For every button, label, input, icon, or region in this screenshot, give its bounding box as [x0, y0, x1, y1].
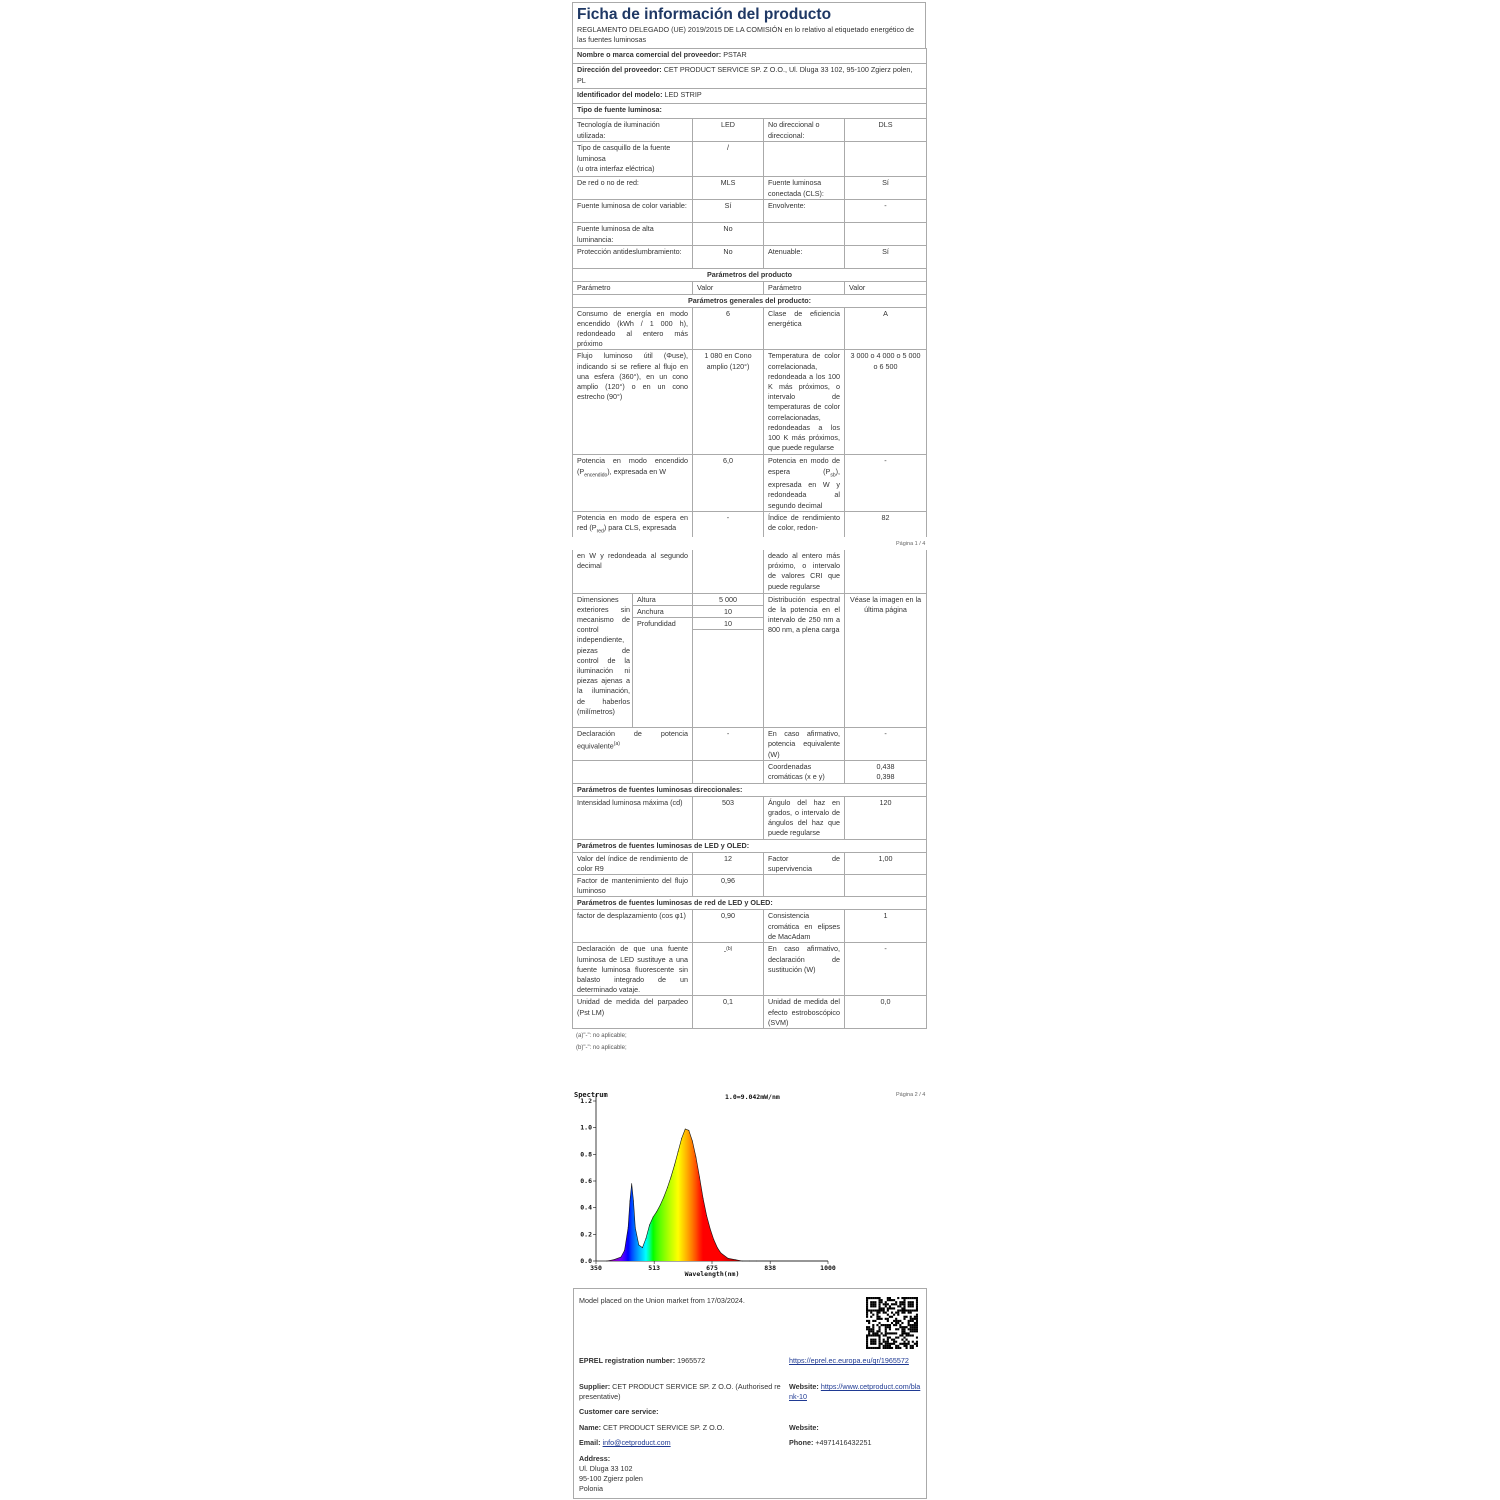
class-label: Clase de eficiencia energética [764, 307, 845, 350]
spectrum-point [728, 1258, 729, 1259]
supplier-label: Supplier: [579, 1382, 611, 1391]
spectrum-point [717, 1247, 718, 1248]
col-header: Valor [845, 282, 927, 294]
spd-value: Véase la imagen en la última página [845, 593, 927, 728]
type-param: Fuente luminosa de color variable: [573, 200, 693, 223]
website-label: Website: [789, 1382, 819, 1391]
spectrum-point [649, 1225, 650, 1226]
model-row [573, 89, 927, 104]
spectrum-point [710, 1229, 711, 1230]
qr-code-icon[interactable] [866, 1297, 918, 1349]
chart-subtitle: 1.0=9.042mW/nm [725, 1093, 780, 1101]
energy-label: Consumo de energía en modo encendido (kWh / 1 000 h), redondeado al entero más próximo [573, 307, 693, 350]
pnet-label: Potencia en modo de espera en red (P [577, 512, 688, 533]
type-value: LED [693, 119, 764, 142]
dims-key: Profundidad [633, 617, 693, 629]
type-value: MLS [693, 177, 764, 200]
website2-label: Website: [789, 1423, 819, 1432]
spectrum-point [678, 1151, 679, 1152]
y-axis [580, 1097, 596, 1265]
spectrum-chart [572, 1086, 926, 1278]
spectrum-point [646, 1238, 647, 1239]
type-param: Tecnología de iluminación utilizada: [573, 119, 693, 142]
mains-value: - [845, 943, 927, 996]
address-label: Address: [579, 1454, 611, 1463]
type-value: No [693, 246, 764, 269]
x-axis-label: Wavelength(nm) [684, 1270, 740, 1278]
led-row [573, 852, 927, 874]
product-params-heading: Parámetros del producto [573, 269, 927, 282]
equiv-label: Declaración de potencia equivalente [577, 729, 689, 751]
supplier-name-value: PSTAR [723, 50, 747, 60]
y-tick-label: 0.6 [580, 1177, 592, 1185]
mains-value: 0,0 [845, 996, 927, 1029]
type-row [573, 142, 927, 177]
mains-row [573, 910, 927, 943]
spectrum-point [660, 1205, 661, 1206]
pon-sub: encendido [584, 472, 608, 479]
spectrum-point [685, 1129, 686, 1130]
spectrum-point [613, 1259, 614, 1260]
dims-value: 5 000 [693, 593, 764, 605]
type-param: Fuente luminosa conectada (CLS): [764, 177, 845, 200]
spectrum-point [671, 1177, 672, 1178]
type-param: Fuente luminosa de alta luminancia: [573, 223, 693, 246]
name-value: CET PRODUCT SERVICE SP. Z O.O. [602, 1423, 725, 1432]
directional-heading: Parámetros de fuentes luminosas direccionales: [573, 783, 927, 796]
type-value [845, 142, 927, 177]
email-link[interactable]: info@cetproduct.com [602, 1438, 671, 1447]
mains-row [573, 996, 927, 1029]
flux-value: 1 080 en Cono amplio (120°) [693, 350, 764, 455]
spectrum-point [742, 1261, 743, 1262]
equiv-value: - [693, 728, 764, 761]
pnet-label-end: ) para CLS, expresada [603, 523, 677, 533]
spectrum-point [628, 1227, 629, 1228]
col-header-row [573, 282, 927, 294]
dims-key: Altura [633, 593, 693, 605]
mains-value: 0,90 [693, 910, 764, 943]
y-tick-label: 0.4 [580, 1203, 592, 1212]
mains-row [573, 943, 927, 996]
spectrum-area [607, 1129, 757, 1261]
led-value: 0,96 [693, 874, 764, 896]
info-table [572, 48, 927, 536]
type-param: Protección antideslumbramiento: [573, 246, 693, 269]
pon-value: 6,0 [693, 455, 764, 511]
model-label: Identificador del modelo: [577, 90, 663, 100]
energy-value: 6 [693, 307, 764, 350]
spectrum-point [653, 1217, 654, 1218]
supplier-name-label: Nombre o marca comercial del proveedor: [577, 50, 722, 60]
mains-param: Consistencia cromática en elipses de MacAdam [764, 910, 845, 943]
spectrum-point [663, 1197, 664, 1198]
supplier-address-label: Dirección del proveedor: [577, 65, 662, 75]
dims-row [573, 593, 927, 605]
led-param: Factor de supervivencia [764, 852, 845, 874]
regulation-text: REGLAMENTO DELEGADO (UE) 2019/2015 DE LA COMISIÓN en lo relativo al etiquetado energético de las fuentes luminosas [577, 25, 915, 45]
general-row [573, 455, 927, 511]
y-tick-label: 1.0 [580, 1123, 592, 1132]
cct-label: Temperatura de color correlacionada, redondeada a los 100 K más próximos, o intervalo de temperaturas de color correlacionadas, redondeadas a los 100 K más próximos, que puede regularse [764, 350, 845, 455]
directional-value: 120 [845, 796, 927, 839]
x-tick-label: 513 [648, 1264, 661, 1272]
psb-sub: sb [830, 472, 836, 479]
general-params-heading: Parámetros generales del producto: [573, 294, 927, 307]
type-param-note: (u otra interfaz eléctrica) [577, 163, 655, 173]
spectrum-point [635, 1227, 636, 1228]
mains-param: En caso afirmativo, declaración de sustitución (W) [764, 943, 845, 996]
spectrum-point [721, 1253, 722, 1254]
customer-care-label: Customer care service: [579, 1407, 659, 1416]
mains-param: Unidad de medida del parpadeo (Pst LM) [573, 996, 693, 1029]
y-tick-label: 0.0 [580, 1257, 592, 1265]
email-label: Email: [579, 1438, 601, 1447]
chart-title: Spectrum [574, 1091, 608, 1099]
mains-param: Declaración de que una fuente luminosa de LED sustituye a una fuente luminosa fluorescente sin balasto integrado de un determinado vataje. [573, 943, 693, 996]
spectrum-point [756, 1261, 757, 1262]
x-tick-label: 838 [764, 1264, 777, 1272]
col-header: Parámetro [764, 282, 845, 294]
eprel-value: 1965572 [677, 1356, 706, 1365]
spectrum-point [706, 1215, 707, 1216]
eprel-info-box [573, 1288, 927, 1499]
directional-value: 503 [693, 796, 764, 839]
equiv-b-value: - [845, 728, 927, 761]
type-param: De red o no de red: [573, 177, 693, 200]
type-value [845, 223, 927, 246]
psb-label: Potencia en modo de espera (P [768, 456, 840, 476]
spectrum-point [674, 1165, 675, 1166]
spectrum-point [606, 1261, 607, 1262]
dims-label: Dimensiones exteriores sin mecanismo de control independiente, piezas de control de la iluminación ni piezas ajenas a la iluminación, de haberlos (milímetros) [573, 593, 633, 728]
led-value [845, 874, 927, 896]
cri-value: 82 [845, 511, 927, 536]
type-param [764, 142, 845, 177]
mains-value: 0,1 [693, 996, 764, 1029]
spectrum-point [633, 1201, 634, 1202]
footnote: (b)"-": no aplicable; [576, 1045, 627, 1051]
directional-row [573, 796, 927, 839]
spectrum-point [681, 1138, 682, 1139]
type-param: Atenuable: [764, 246, 845, 269]
type-param: No direccional o direccional: [764, 119, 845, 142]
directional-param: Intensidad luminosa máxima (cd) [573, 796, 693, 839]
address-line: 95-100 Zgierz polen [579, 1474, 643, 1483]
type-param: Tipo de casquillo de la fuente luminosa [577, 143, 671, 163]
spectrum-point [688, 1130, 689, 1131]
page-number: Página 2 / 4 [896, 1092, 926, 1098]
class-value: A [845, 307, 927, 350]
mains-heading-row [573, 897, 927, 910]
y-tick-label: 0.2 [580, 1230, 592, 1239]
mains-param: Unidad de medida del efecto estroboscópico (SVM) [764, 996, 845, 1029]
mains-value-sup: (b) [726, 946, 733, 953]
type-value: Sí [693, 200, 764, 223]
led-row [573, 874, 927, 896]
cri-label-cont: deado al entero más próximo, o intervalo de valores CRI que puede regularse [764, 550, 845, 593]
type-value: / [693, 142, 764, 177]
led-value: 12 [693, 852, 764, 874]
equiv-row [573, 728, 927, 761]
dims-key: Anchura [633, 605, 693, 617]
type-row [573, 200, 927, 223]
mains-heading: Parámetros de fuentes luminosas de red de LED y OLED: [573, 897, 927, 910]
y-tick-label: 0.8 [580, 1150, 592, 1159]
dims-value: 10 [693, 605, 764, 617]
type-value: - [845, 200, 927, 223]
spectrum-point [656, 1211, 657, 1212]
pon-label: Potencia en modo encendido (P [577, 456, 688, 476]
general-row [573, 550, 927, 593]
spectrum-point [631, 1183, 632, 1184]
led-param [764, 874, 845, 896]
equiv-sup: (a) [613, 741, 620, 748]
pnet-sub: red [596, 528, 604, 535]
spectrum-point [667, 1187, 668, 1188]
spectrum-point [713, 1239, 714, 1240]
x-tick-label: 350 [590, 1264, 602, 1272]
y-tick-label: 1.2 [580, 1097, 592, 1105]
spectrum-point [621, 1257, 622, 1258]
led-heading-row [573, 839, 927, 852]
spectrum-point [735, 1259, 736, 1260]
light-type-label: Tipo de fuente luminosa: [573, 104, 927, 119]
product-params-heading-row [573, 269, 927, 282]
mains-param: factor de desplazamiento (cos φ1) [573, 910, 693, 943]
supplier-address-value: CET PRODUCT SERVICE SP. Z O.O., Ul. Dluga 33 102, 95-100 Zgierz polen, PL [577, 65, 913, 85]
type-row [573, 246, 927, 269]
type-value: DLS [845, 119, 927, 142]
datasheet-page-2 [572, 550, 926, 1029]
address-line: Polonia [579, 1484, 603, 1493]
mains-value: 1 [845, 910, 927, 943]
spd-label: Distribución espectral de la potencia en el intervalo de 250 nm a 800 nm, a plena carga [764, 593, 845, 728]
address-line: Ul. Dluga 33 102 [579, 1464, 633, 1473]
spectrum-point [630, 1201, 631, 1202]
spectrum-point [642, 1247, 643, 1248]
spectrum-point [699, 1177, 700, 1178]
light-type-row [573, 104, 927, 119]
type-value: Sí [845, 177, 927, 200]
pnet-value: - [693, 511, 764, 536]
cri-label: Índice de rendimiento de color, redon- [764, 511, 845, 536]
spectrum-point [638, 1245, 639, 1246]
phone-value: +4971416432251 [815, 1438, 872, 1447]
spectrum-point [624, 1250, 625, 1251]
general-row [573, 350, 927, 455]
equiv-b-label: En caso afirmativo, potencia equivalente (W) [764, 728, 845, 761]
led-param: Valor del índice de rendimiento de color R9 [573, 852, 693, 874]
model-value: LED STRIP [664, 90, 702, 100]
psb-label-end: ), expresada en W y redondeada al segundo decimal [768, 466, 840, 510]
type-value: Sí [845, 246, 927, 269]
market-date: Model placed on the Union market from 17/03/2024. [579, 1296, 745, 1305]
led-value: 1,00 [845, 852, 927, 874]
spectrum-line [607, 1129, 828, 1261]
supplier-value: CET PRODUCT SERVICE SP. Z O.O. (Authorised representative) [579, 1382, 781, 1402]
type-param: Envolvente: [764, 200, 845, 223]
title-block [572, 2, 926, 48]
type-row [573, 119, 927, 142]
type-row [573, 177, 927, 200]
led-heading: Parámetros de fuentes luminosas de LED y OLED: [573, 839, 927, 852]
type-value: No [693, 223, 764, 246]
col-header: Parámetro [573, 282, 693, 294]
chrom-x: 0,438 [876, 762, 895, 772]
page-number: Página 1 / 4 [896, 541, 926, 547]
spectrum-point [749, 1261, 750, 1262]
eprel-label: EPREL registration number: [579, 1356, 676, 1365]
type-param [764, 223, 845, 246]
general-heading-row [573, 294, 927, 307]
chrom-y: 0,398 [876, 772, 895, 782]
phone-label: Phone: [789, 1438, 814, 1447]
spectrum-point [692, 1141, 693, 1142]
directional-param: Ángulo del haz en grados, o intervalo de ángulos del haz que puede regularse [764, 796, 845, 839]
general-row [573, 511, 927, 536]
supplier-name-row [573, 49, 927, 64]
website-link[interactable]: https://www.cetproduct.com/blank-10 [789, 1382, 921, 1402]
x-tick-label: 1000 [820, 1264, 836, 1272]
psb-value: - [845, 455, 927, 511]
flux-label: Flujo luminoso útil (Φuse), indicando si se refiere al flujo en una esfera (360°), en un cono amplio (120°) o en un cono estrecho (90°) [573, 350, 693, 455]
pnet-label-cont: en W y redondeada al segundo decimal [573, 550, 693, 593]
directional-heading-row [573, 783, 927, 796]
spectrum-point [703, 1198, 704, 1199]
spectrum-point [696, 1157, 697, 1158]
info-table-continued [572, 550, 927, 1029]
general-row [573, 307, 927, 350]
mains-value: - [723, 946, 727, 956]
datasheet-page-1 [572, 2, 926, 537]
eprel-link[interactable]: https://eprel.ec.europa.eu/qr/1965572 [789, 1356, 909, 1365]
cct-value: 3 000 o 4 000 o 5 000 o 6 500 [845, 350, 927, 455]
page-title: Ficha de información del producto [577, 6, 832, 23]
chrom-row [573, 761, 927, 783]
chrom-label: Coordenadas cromáticas (x e y) [764, 761, 845, 783]
led-param: Factor de mantenimiento del flujo luminoso [573, 874, 693, 896]
col-header: Valor [693, 282, 764, 294]
x-tick-label: 675 [706, 1264, 718, 1272]
footnote: (a)"-": no aplicable; [576, 1033, 627, 1039]
type-row [573, 223, 927, 246]
supplier-address-row [573, 64, 927, 89]
dims-value: 10 [693, 617, 764, 629]
name-label: Name: [579, 1423, 601, 1432]
pon-label-end: ), expresada en W [607, 466, 666, 476]
